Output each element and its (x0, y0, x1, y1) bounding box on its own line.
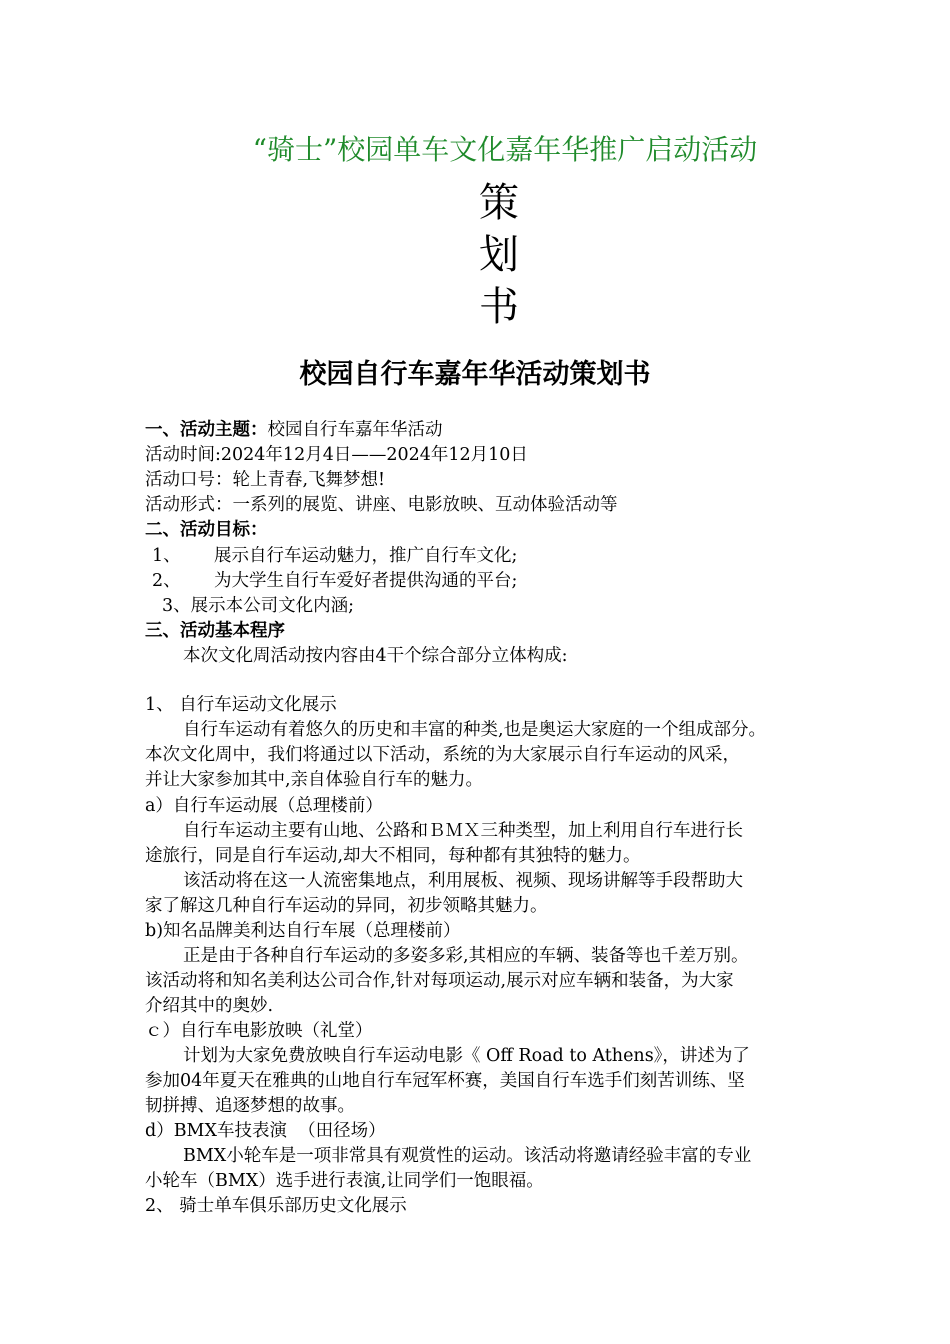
event-slogan: 活动口号：轮上青春,飞舞梦想! (145, 470, 386, 490)
goal-item-1: 1、 展示自行车运动魅力，推广自行车文化; (152, 546, 518, 566)
part1-c-paragraph-line: 参加04年夏天在雅典的山地自行车冠军杯赛，美国自行车选手们刻苦训练、坚 (145, 1071, 745, 1091)
part2-heading: 2、 骑士单车俱乐部历史文化展示 (145, 1196, 407, 1216)
part1-b-paragraph-line: 介绍其中的奥妙. (145, 996, 274, 1016)
goal-item-2: 2、 为大学生自行车爱好者提供沟通的平台; (152, 571, 518, 591)
event-time: 活动时间:2024年12月4日——2024年12月10日 (145, 445, 528, 465)
part1-a-paragraph-line: 自行车运动主要有山地、公路和ＢＭＸ三种类型，加上利用自行车进行长 (183, 821, 743, 841)
section2-heading: 二、活动目标： (145, 520, 268, 540)
document-subtitle: “骑士”校园单车文化嘉年华推广启动活动 (252, 133, 758, 166)
section1-theme-line (145, 418, 443, 442)
part1-b-paragraph-line: 该活动将和知名美利达公司合作,针对每项运动,展示对应车辆和装备，为大家 (145, 971, 734, 991)
goal-item-3: 3、展示本公司文化内涵; (162, 596, 355, 616)
part1-a-paragraph-line: 途旅行，同是自行车运动,却大不相同，每种都有其独特的魅力。 (145, 846, 641, 866)
event-form: 活动形式：一系列的展览、讲座、电影放映、互动体验活动等 (145, 495, 618, 515)
vertical-title-char-2: 划 (479, 232, 519, 278)
part1-paragraph-line: 自行车运动有着悠久的历史和丰富的种类,也是奥运大家庭的一个组成部分。 (183, 720, 767, 740)
part1-c-heading: ｃ）自行车电影放映（礼堂） (145, 1021, 373, 1041)
part1-c-paragraph-line: 韧拼搏、追逐梦想的故事。 (145, 1096, 355, 1116)
vertical-title-char-1: 策 (479, 180, 519, 226)
section3-heading: 三、活动基本程序 (145, 621, 285, 641)
part1-d-paragraph-line: BMX小轮车是一项非常具有观赏性的运动。该活动将邀请经验丰富的专业 (183, 1146, 752, 1166)
part1-paragraph-line: 本次文化周中，我们将通过以下活动，系统的为大家展示自行车运动的风采， (145, 745, 740, 765)
part1-paragraph-line: 并让大家参加其中,亲自体验自行车的魅力。 (145, 770, 484, 790)
section1-heading: 一、活动主题： (145, 420, 268, 440)
part1-a-paragraph-line: 该活动将在这一人流密集地点，利用展板、视频、现场讲解等手段帮助大 (183, 871, 743, 891)
part1-a-paragraph-line: 家了解这几种自行车运动的异同，初步领略其魅力。 (145, 896, 548, 916)
part1-b-paragraph-line: 正是由于各种自行车运动的多姿多彩,其相应的车辆、装备等也千差万别。 (183, 946, 749, 966)
part1-a-heading: a）自行车运动展（总理楼前） (145, 796, 383, 816)
part1-d-paragraph-line: 小轮车（BMX）选手进行表演,让同学们一饱眼福。 (145, 1171, 544, 1191)
part1-b-heading: b)知名品牌美利达自行车展（总理楼前） (145, 921, 461, 941)
part1-c-paragraph-line: 计划为大家免费放映自行车运动电影《 Off Road to Athens》，讲述为了 (183, 1046, 750, 1066)
section1-theme: 校园自行车嘉年华活动 (267, 420, 443, 440)
part1-heading: 1、 自行车运动文化展示 (145, 695, 337, 715)
part1-d-heading: d）BMX车技表演 （田径场） (145, 1121, 386, 1141)
vertical-title-char-3: 书 (479, 284, 519, 330)
main-title: 校园自行车嘉年华活动策划书 (299, 359, 651, 390)
section3-intro: 本次文化周活动按内容由4干个综合部分立体构成: (183, 646, 568, 666)
